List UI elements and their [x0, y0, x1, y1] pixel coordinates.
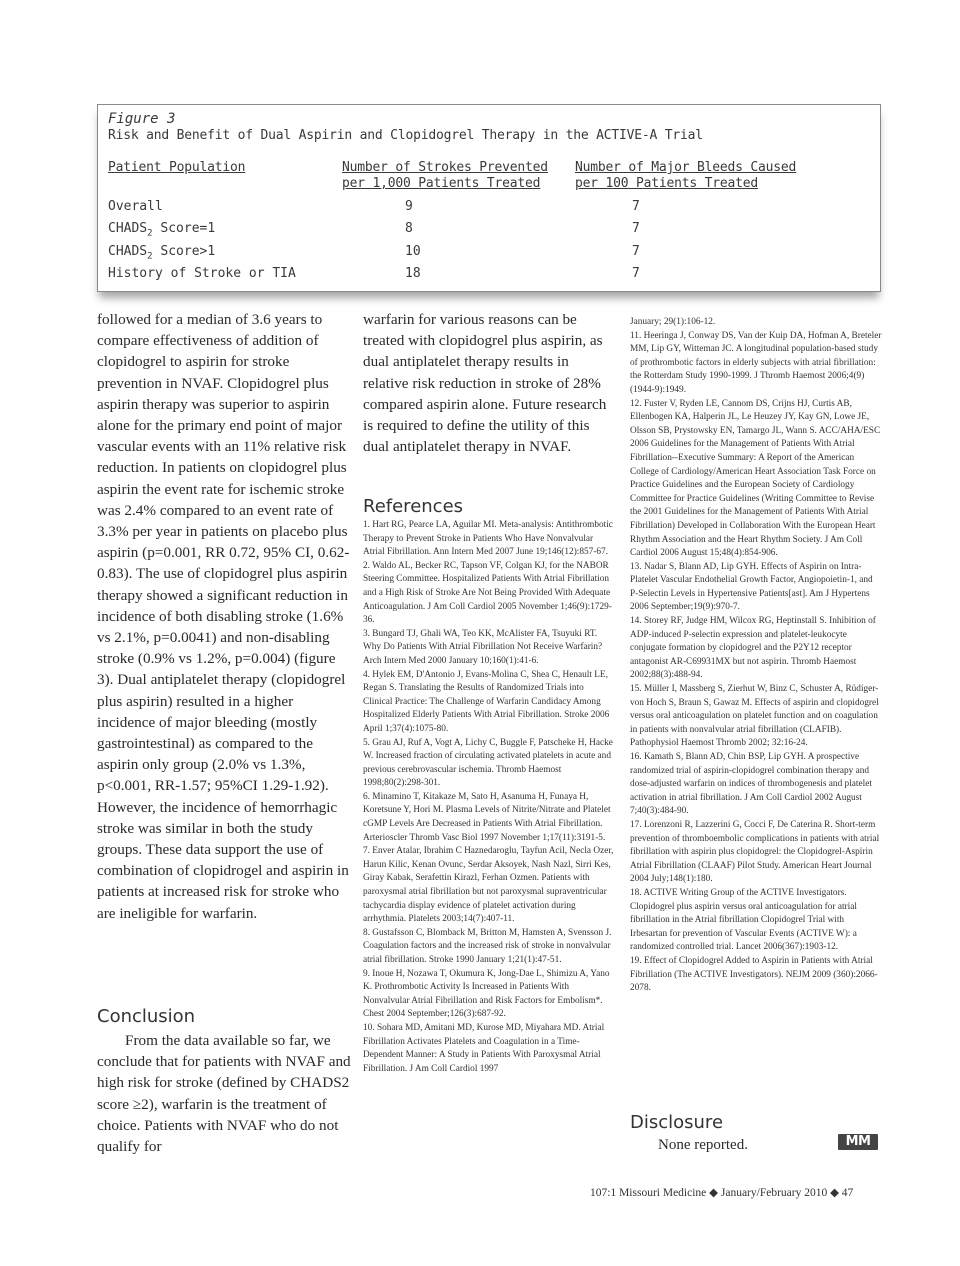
- conclusion-paragraph: From the data available so far, we conclude that for patients with NVAF and high risk for stroke (defined by CHADS2 score ≥2), warfarin is the treatment of choice. Patients with NVAF who do not qualify for: [97, 1032, 351, 1156]
- reference-item: 11. Heeringa J, Conway DS, Van der Kuip DA, Hofman A, Breteler MM, Lip GY, Witteman JC. A longitudinal population-based study of prothrombotic factors in elderly subjects with atrial fibrillation: the Rotterdam Study 1990-1999. J Thromb Haemost 2006;4(9)(1944-9):1949.: [630, 330, 882, 395]
- row-strokes: 18: [405, 266, 421, 281]
- row-population: $CHADS_2$ Score=1: [108, 221, 216, 239]
- row-strokes: 10: [405, 244, 421, 259]
- row-strokes: 8: [405, 221, 413, 236]
- reference-item: 13. Nadar S, Blann AD, Lip GYH. Effects of Aspirin on Intra-Platelet Vascular Endothelial Growth Factor, Angiopoietin-1, and P-Selectin Levels in Hypertensive Patients[ast]. Am J Hypertens 2006 September;19(9):970-7.: [630, 561, 873, 613]
- header-strokes: Number of Strokes Prevented per 1,000 Patients Treated: [342, 160, 548, 191]
- body-paragraph: warfarin for various reasons can be treated with clopidogrel plus aspirin, as dual antiplatelet therapy results in relative risk reduction in stroke of 28% compared aspirin alone. Future research is required to define the utility of this dual antiplatelet therapy in NVAF.: [363, 311, 607, 456]
- reference-item: 15. Müller I, Massberg S, Zierhut W, Binz C, Schuster A, Rüdiger-von Hoch S, Braun S, Gawaz M. Effects of aspirin and clopidogrel versus oral anticoagulation on platelet function and on coagulation in patients with nonvalvular atrial fibrillation (CLAFIB). Pathophysiol Haemost Thromb 2002; 32:16-24.: [630, 684, 879, 749]
- row-bleeds: 7: [632, 244, 640, 259]
- row-population: Overall: [108, 199, 163, 214]
- row-bleeds: 7: [632, 199, 640, 214]
- reference-item: 1. Hart RG, Pearce LA, Aguilar MI. Meta-analysis: Antithrombotic Therapy to Prevent Stroke in Patients Who Have Nonvalvular Atrial Fibrillation. Ann Intern Med 2007 June 19;146(12):857-67.: [363, 520, 613, 558]
- body-column-2: [363, 309, 611, 457]
- table-row: [108, 199, 868, 219]
- reference-item: January; 29(1):106-12.: [630, 317, 716, 327]
- conclusion-heading: Conclusion: [97, 1006, 196, 1027]
- figure-label: Figure 3: [108, 111, 176, 127]
- reference-item: 8. Gustafsson C, Blomback M, Britton M, Hamsten A, Svensson J. Coagulation factors and the increased risk of stroke in nonvalvular atrial fibrillation. Stroke 1990 January 1;21(1):47-51.: [363, 927, 612, 965]
- body-paragraph: followed for a median of 3.6 years to compare effectiveness of addition of clopidogrel to aspirin for stroke prevention in NVAF. Clopidogrel plus aspirin therapy was superior to aspirin alone for the primary end point of major vascular events with an 11% relative risk reduction. In patients on clopidogrel plus aspirin the event rate for ischemic stroke was 2.4% compared to an event rate of 3.3% per year in patients on placebo plus aspirin (p=0.001, RR 0.72, 95% CI, 0.62-0.83). The use of clopidogrel plus aspirin therapy showed a significant reduction in incidence of both disabling stroke (1.6% vs 2.1%, p=0.0041) and non-disabling stroke (0.9% vs 1.2%, p=0.004) (figure 3). Dual antiplatelet therapy (clopidogrel plus aspirin) resulted in a higher incidence of major bleeding (mostly gastrointestinal) as compared to the aspirin only group (2.0% vs 1.3%, p<0.001, RR-1.57; 95%CI 1.29-1.92). However, the incidence of hemorrhagic stroke was similar in both the study groups. These data support the use of combination of clopidrogel and aspirin in patients at increased risk for stroke who are ineligible for warfarin.: [97, 311, 350, 922]
- header-bleeds: Number of Major Bleeds Caused per 100 Patients Treated: [575, 160, 797, 191]
- body-column-1: [97, 309, 351, 924]
- row-bleeds: 7: [632, 266, 640, 281]
- references-list-col3: [630, 316, 882, 996]
- figure-title: Risk and Benefit of Dual Aspirin and Clopidogrel Therapy in the ACTIVE-A Trial: [108, 128, 703, 143]
- reference-item: 12. Fuster V, Ryden LE, Cannom DS, Crijns HJ, Curtis AB, Ellenbogen KA, Halperin JL, Le Heuzey JY, Kay GN, Lowe JE, Olsson SB, Prystowsky EN, Tamargo JL, Wann S. ACC/AHA/ESC 2006 Guidelines for the Management of Patients With Atrial Fibrillation--Executive Summary: A Report of the American College of Cardiology/American Heart Association Task Force on Practice Guidelines and the European Society of Cardiology Committee for Practice Guidelines (Writing Committee to Revise the 2001 Guidelines for the Management of Patients With Atrial Fibrillation) Developed in Collaboration With the European Heart Rhythm Association and the Heart Rhythm Society. J Am Coll Cardiol 2006 August 15;48(4):854-906.: [630, 398, 881, 559]
- disclosure-heading: Disclosure: [630, 1112, 724, 1133]
- reference-item: 19. Effect of Clopidogrel Added to Aspirin in Patients with Atrial Fibrillation (The ACTIVE Investigators). NEJM 2009 (360):2066-2078.: [630, 955, 878, 994]
- disclosure-text: None reported.: [658, 1137, 748, 1153]
- table-row: [108, 221, 868, 241]
- reference-item: 14. Storey RF, Judge HM, Wilcox RG, Heptinstall S. Inhibition of ADP-induced P-selectin expression and platelet-leukocyte conjugate formation by clopidogrel and the P2Y12 receptor antagonist AR-C69931MX but not aspirin. Thromb Haemost 2002;88(3):488-94.: [630, 616, 876, 681]
- reference-item: 9. Inoue H, Nozawa T, Okumura K, Jong-Dae L, Shimizu A, Yano K. Prothrombotic Activity Is Increased in Patients With Nonvalvular Atrial Fibrillation and Risk Factors for Embolism*. Chest 2004 September;126(3):687-92.: [363, 968, 610, 1020]
- reference-item: 16. Kamath S, Blann AD, Chin BSP, Lip GYH. A prospective randomized trial of aspirin-clopidogrel combination therapy and dose-adjusted warfarin on indices of thrombogenesis and platelet activation in atrial fibrillation. J Am Coll Cardiol 2002 August 7;40(3):484-90.: [630, 752, 872, 817]
- references-list-col2: [363, 519, 615, 1076]
- row-bleeds: 7: [632, 221, 640, 236]
- reference-item: 6. Minamino T, Kitakaze M, Sato H, Asanuma H, Funaya H, Koretsune Y, Hori M. Plasma Levels of Nitrite/Nitrate and Platelet cGMP Levels Are Decreased in Patients With Atrial Fibrillation. Arterioscler Thromb Vasc Biol 1997 November 1;17(11):3191-5.: [363, 791, 611, 843]
- reference-item: 5. Grau AJ, Ruf A, Vogt A, Lichy C, Buggle F, Patscheke H, Hacke W. Increased fraction of circulating activated platelets in acute and previous cerebrovascular ischemia. Thromb Haemost 1998;80(2):298-301.: [363, 737, 613, 789]
- references-heading: References: [363, 496, 464, 517]
- table-row: [108, 244, 868, 264]
- row-strokes: 9: [405, 199, 413, 214]
- row-population: History of Stroke or TIA: [108, 266, 296, 281]
- row-population: $CHADS_2$ Score>1: [108, 244, 216, 262]
- reference-item: 2. Waldo AL, Becker RC, Tapson VF, Colgan KJ, for the NABOR Steering Committee. Hospitalized Patients With Atrial Fibrillation and a High Risk of Stroke Are Not Being Provided With Adequate Anticoagulation. J Am Coll Cardiol 2005 November 1;46(9):1729-36.: [363, 560, 612, 626]
- reference-item: 4. Hylek EM, D'Antonio J, Evans-Molina C, Shea C, Henault LE, Regan S. Translating the Results of Randomized Trials into Clinical Practice: The Challenge of Warfarin Candidacy Among Hospitalized Elderly Patients With Atrial Fibrillation. Stroke 2006 April 1;37(4):1075-80.: [363, 669, 610, 734]
- header-population: Patient Population: [108, 160, 246, 175]
- table-row: [108, 266, 868, 286]
- reference-item: 18. ACTIVE Writing Group of the ACTIVE Investigators. Clopidogrel plus aspirin versus oral anticoagulation for atrial fibrillation in the Atrial fibrillation Clopidogrel Trial with Irbesartan for prevention of Vascular Events (ACTIVE W): a randomized controlled trial. Lancet 2006(367):1903-12.: [630, 887, 857, 953]
- reference-item: 17. Lorenzoni R, Lazzerini G, Cocci F, De Caterina R. Short-term prevention of thromboembolic complications in patients with atrial fibrillation with aspirin plus clopidogrel: the Clopidogrel-Aspirin Atrial Fibrillation (CLAAF) Pilot Study. American Heart Journal 2004 July;148(1):180.: [630, 819, 880, 885]
- page-footer: 107:1 Missouri Medicine ◆ January/February 2010 ◆ 47: [590, 1187, 854, 1199]
- reference-item: 3. Bungard TJ, Ghali WA, Teo KK, McAlister FA, Tsuyuki RT. Why Do Patients With Atrial Fibrillation Not Receive Warfarin? Arch Intern Med 2000 January 10;160(1):41-6.: [363, 628, 603, 666]
- reference-item: 10. Sohara MD, Amitani MD, Kurose MD, Miyahara MD. Atrial Fibrillation Activates Platelets and Coagulation in a Time-Dependent Manner: A Study in Patients With Paroxysmal Atrial Fibrillation. J Am Coll Cardiol 1997: [363, 1022, 605, 1074]
- conclusion-section: [97, 1030, 351, 1157]
- figure-3-box: [97, 104, 881, 292]
- reference-item: 7. Enver Atalar, Ibrahim C Haznedaroglu, Tayfun Acil, Necla Ozer, Harun Kilic, Kenan Ovunc, Serdar Aksoyek, Nash Nazl, Sirri Kes, Giray Kabak, Serafettin Kirazl, Ferhan Ozmen. Patients with paroxysmal atrial fibrillation but not paroxysmal supraventricular tachycardia display evidence of platelet activation during arrhythmia. Platelets 2003;14(7):407-11.: [363, 846, 614, 925]
- journal-logo: MM: [838, 1134, 878, 1150]
